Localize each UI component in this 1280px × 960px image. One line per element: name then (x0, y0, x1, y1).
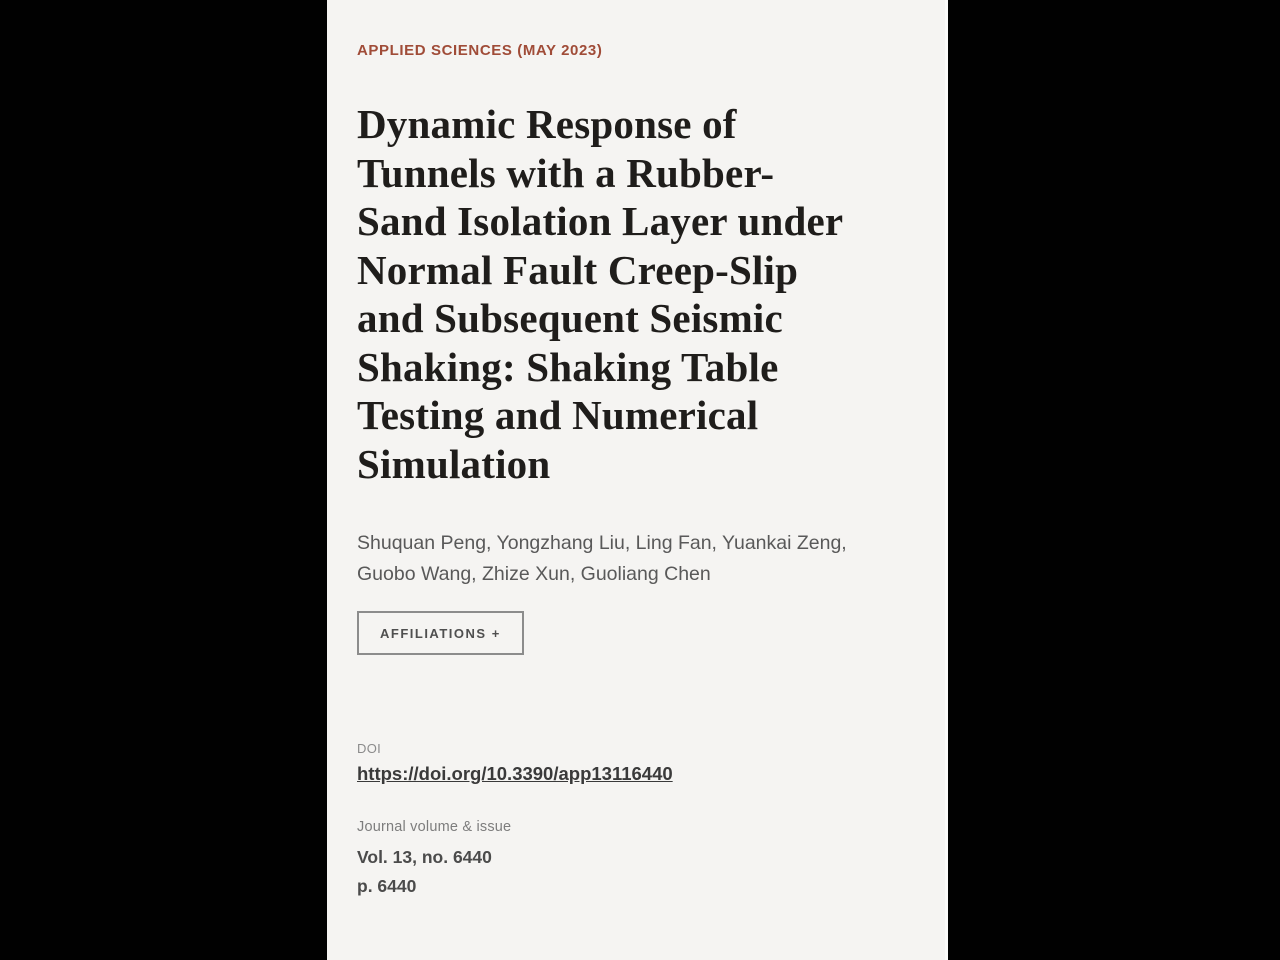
author-list (357, 528, 915, 590)
article-card (327, 0, 948, 960)
article-title-line: Dynamic Response of (357, 101, 737, 147)
article-title-line: Tunnels with a Rubber- (357, 149, 775, 196)
affiliations-button[interactable]: AFFILIATIONS + (357, 611, 524, 655)
volume-issue-value: Vol. 13, no. 6440 (357, 847, 492, 867)
article-title-line: Shaking: Shaking Table (357, 343, 779, 390)
author-list-line: Shuquan Peng, Yongzhang Liu, Ling Fan, Yuankai Zeng, (357, 532, 847, 554)
author-list-line: Guobo Wang, Zhize Xun, Guoliang Chen (357, 563, 711, 585)
article-title-line: Simulation (357, 440, 551, 487)
article-title-line: Normal Fault Creep-Slip (357, 246, 799, 293)
article-title-line: and Subsequent Seismic (357, 295, 783, 341)
doi-label: DOI (357, 741, 382, 756)
article-title-line: Testing and Numerical (357, 392, 759, 438)
article-title-line: Sand Isolation Layer under (357, 198, 844, 244)
doi-link[interactable]: https://doi.org/10.3390/app13116440 (357, 763, 673, 784)
article-title (357, 100, 915, 488)
page-number-value: p. 6440 (357, 876, 417, 896)
journal-name-eyebrow: APPLIED SCIENCES (MAY 2023) (357, 42, 603, 59)
journal-volume-issue-label: Journal volume & issue (357, 819, 512, 835)
